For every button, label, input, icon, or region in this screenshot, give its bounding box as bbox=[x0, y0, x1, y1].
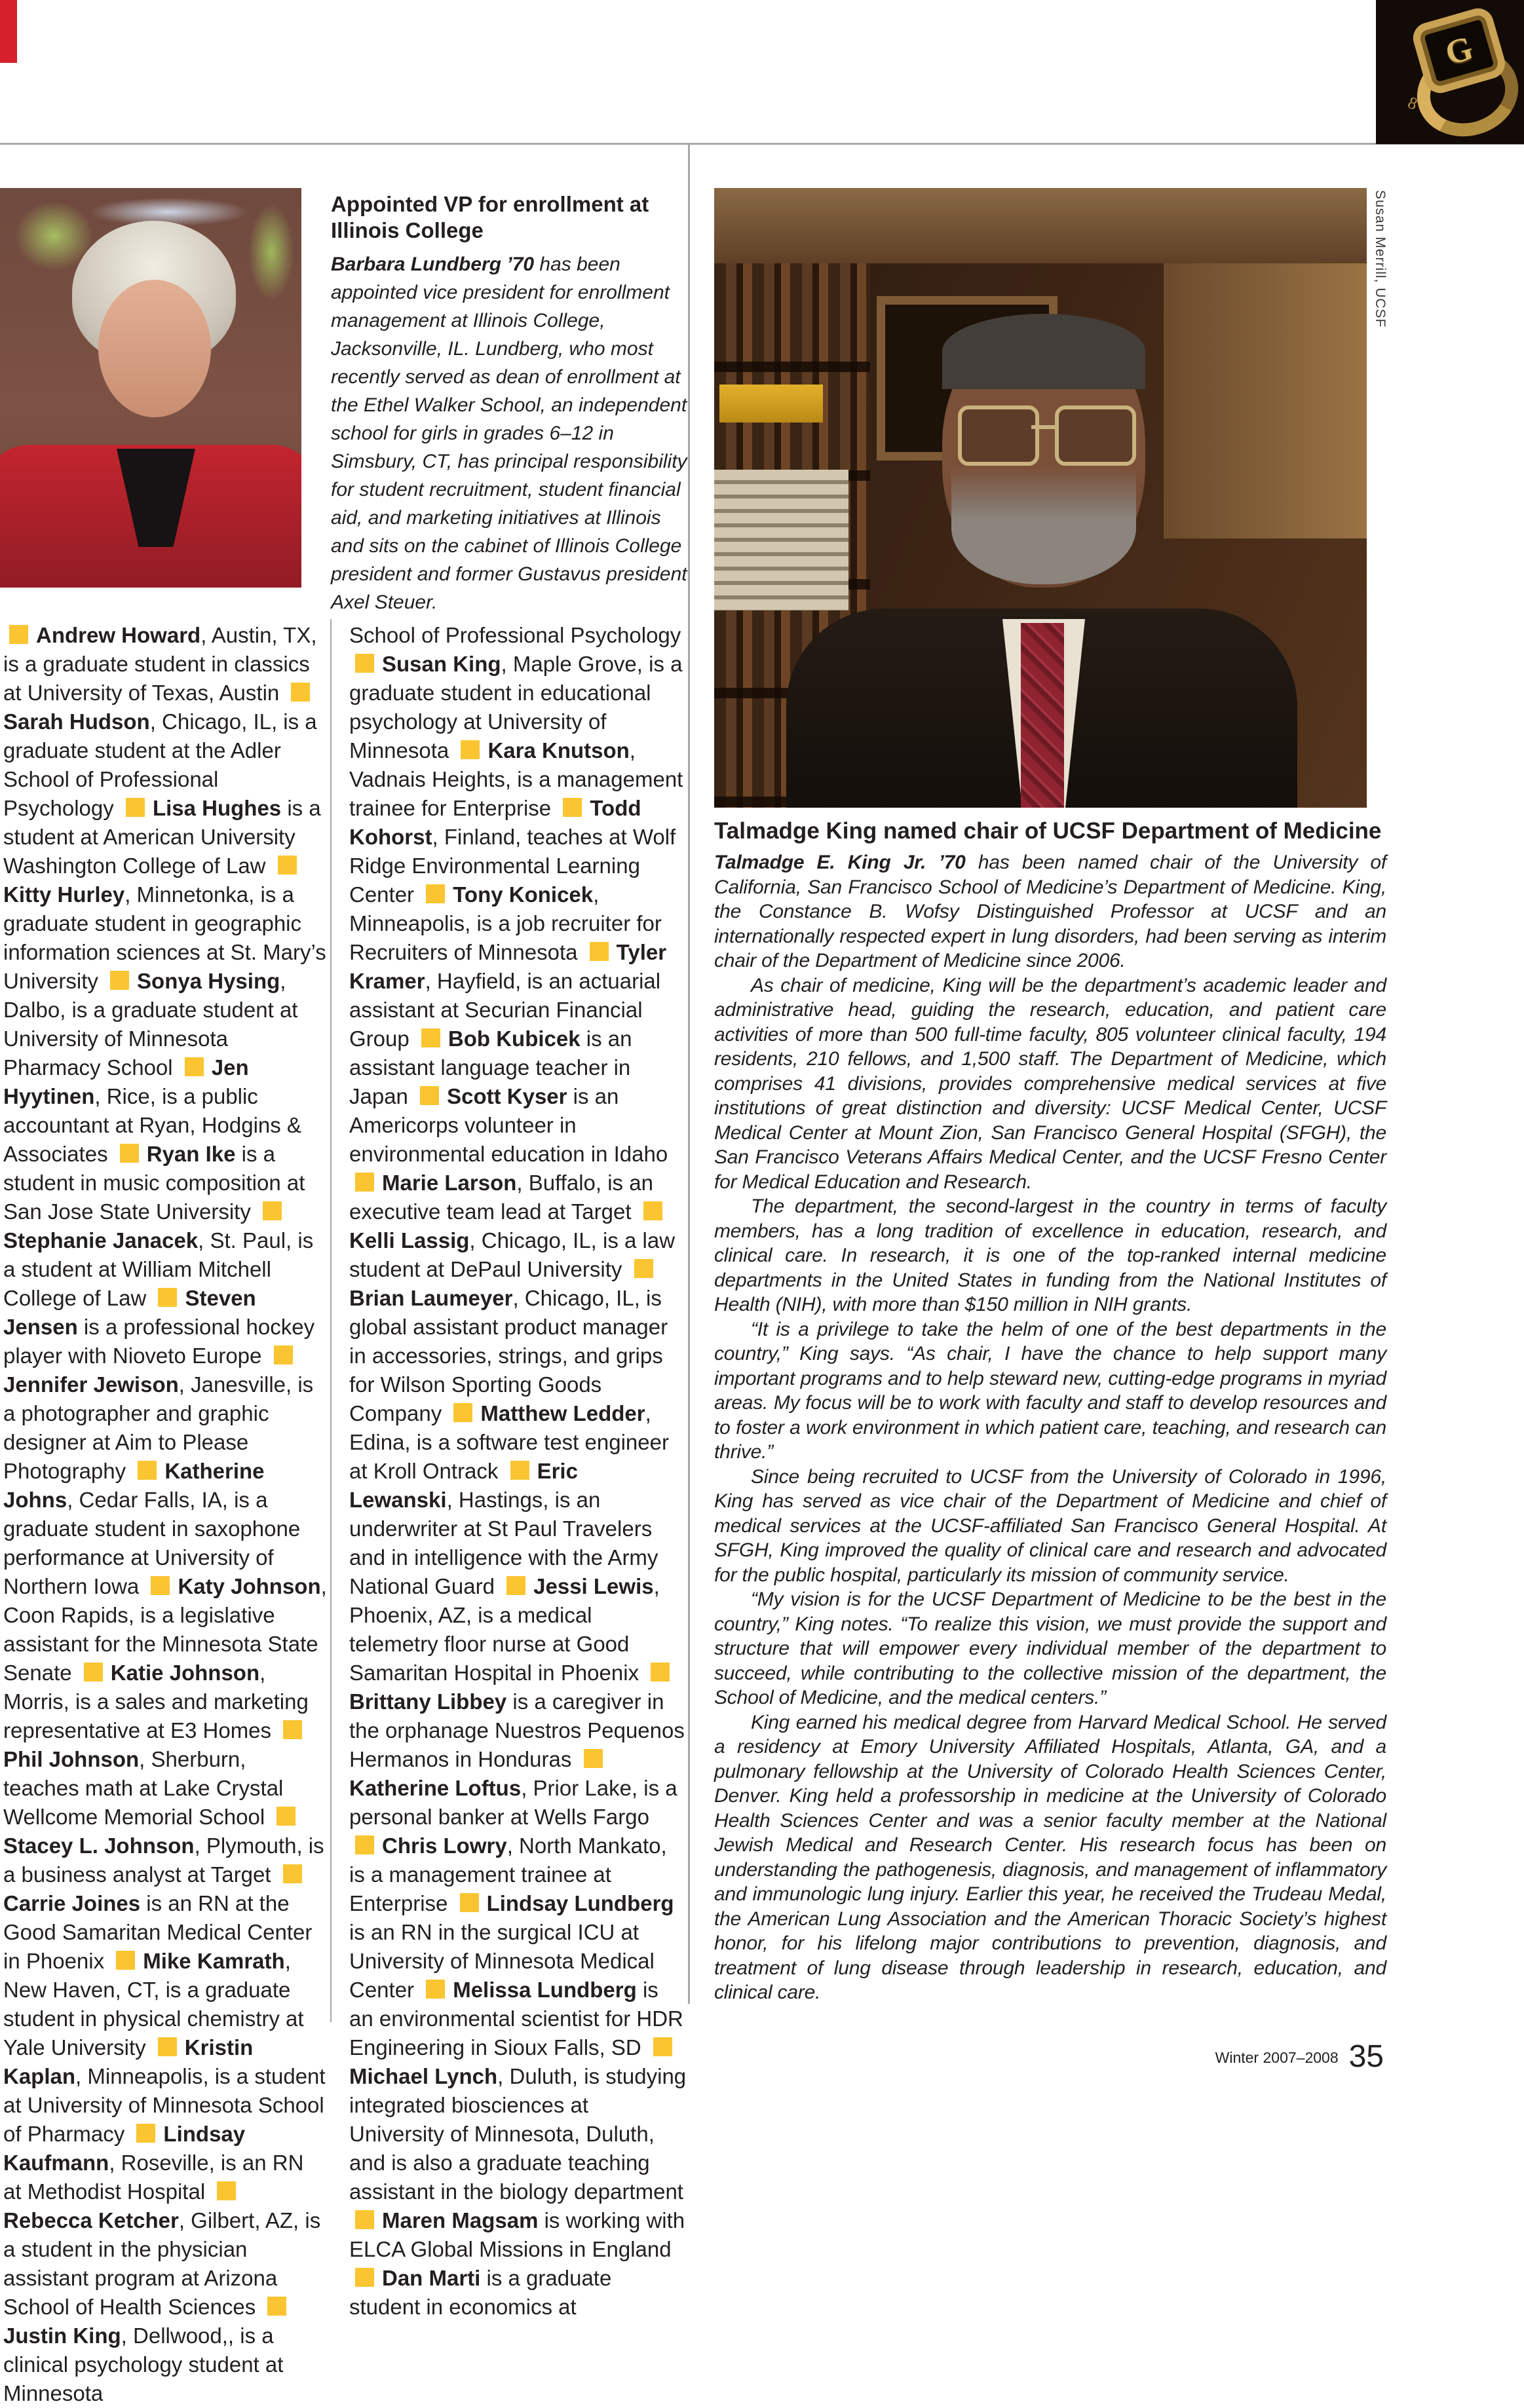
note-bullet-icon bbox=[461, 740, 480, 759]
text-run: , Minneapolis, is a job recruiter for Recruiters of Minnesota bbox=[349, 882, 662, 964]
text-run: , Vadnais Heights, is a management trainee for Enterprise bbox=[349, 738, 683, 820]
alumnus-name: Bob Kubicek bbox=[448, 1026, 581, 1051]
class-ring-box bbox=[1376, 0, 1524, 144]
alumnus-name: Michael Lynch bbox=[349, 2064, 498, 2088]
alumnus-name: Brittany Libbey bbox=[349, 1689, 507, 1714]
text-run: , Roseville, is an RN at Methodist Hospital bbox=[3, 2151, 304, 2204]
photo-wall bbox=[1164, 263, 1367, 538]
alumnus-name: Brian Laumeyer bbox=[349, 1286, 513, 1310]
note-bullet-icon bbox=[126, 798, 145, 817]
note-bullet-icon bbox=[9, 625, 28, 644]
text-run: , Hayfield, is an actuarial assistant at Securian Financial Group bbox=[349, 969, 661, 1051]
text-run: , Phoenix, AZ, is a medical telemetry floor nurse at Good Samaritan Hospital in Phoenix bbox=[349, 1574, 660, 1685]
footer-issue-label: Winter 2007–2008 bbox=[1215, 2049, 1339, 2066]
text-run: “It is a privilege to take the helm of one of the best departments in the country,” King says. “As chair, I have the chance to help support many important programs and to help steward new, cutting-edge programs in myriad areas. My focus will be to work with faculty and staff to develop resources and to foster a work environment in which patient care, teaching, and research can thrive.” bbox=[714, 1318, 1386, 1463]
note-bullet-icon bbox=[120, 1144, 139, 1163]
text-run: , North Mankato, is a management trainee at Enterprise bbox=[349, 1834, 667, 1915]
column-divider-rule bbox=[330, 619, 332, 2022]
alumnus-name: Ryan Ike bbox=[146, 1142, 236, 1166]
text-run: , Cedar Falls, IA, is a graduate student in saxophone performance at University of Northern Iowa bbox=[3, 1488, 301, 1598]
text-run: is a student at American University Washington College of Law bbox=[3, 796, 321, 878]
note-bullet-icon bbox=[158, 2037, 177, 2056]
note-bullet-icon bbox=[355, 2210, 374, 2229]
text-run: Since being recruited to UCSF from the University of Colorado in 1996, King has served as vice chair of the Department of Medicine and chief of medical services at the UCSF-affiliated San Francisco General Hospital. At SFGH, King improved the quality of clinical care and research and advocated for the public hospital, particularly its mission of community service. bbox=[714, 1465, 1386, 1586]
note-bullet-icon bbox=[151, 1576, 170, 1595]
alumnus-name: Tony Konicek bbox=[453, 882, 594, 907]
article-paragraph bbox=[714, 1194, 1386, 1317]
sidebar-article-title: Appointed VP for enrollment at Illinois College bbox=[331, 192, 649, 242]
alumnus-name: Katy Johnson bbox=[178, 1574, 321, 1598]
ring-monogram: G bbox=[1441, 29, 1477, 73]
alumnus-name: Carrie Joines bbox=[3, 1891, 141, 1915]
note-bullet-icon bbox=[116, 1951, 135, 1970]
text-run: , Hastings, is an underwriter at St Paul Travelers and in intelligence with the Army National Guard bbox=[349, 1488, 658, 1598]
text-run: , Edina, is a software test engineer at Kroll Ontrack bbox=[349, 1401, 669, 1483]
alumnus-name: Marie Larson bbox=[382, 1171, 517, 1195]
text-run: , Buffalo, is an executive team lead at Target bbox=[349, 1171, 653, 1224]
text-run: is a caregiver in the orphanage Nuestros Pequenos Hermanos in Honduras bbox=[349, 1689, 685, 1771]
note-bullet-icon bbox=[110, 971, 129, 990]
text-run: , Minnetonka, is a graduate student in geographic information sciences at St. Mary’s University bbox=[3, 882, 326, 993]
note-bullet-icon bbox=[355, 654, 374, 673]
alumnus-name: Melissa Lundberg bbox=[453, 1978, 637, 2002]
alumnus-name: Susan King bbox=[382, 652, 501, 676]
page-edge-red-tab bbox=[0, 0, 17, 63]
portrait-glasses-left-lens bbox=[958, 405, 1039, 466]
text-run: is working with ELCA Global Missions in England bbox=[349, 2208, 685, 2261]
alumnus-name: Sonya Hysing bbox=[137, 969, 280, 993]
page-footer bbox=[714, 2039, 1384, 2075]
text-run: , Gilbert, AZ, is a student in the physician assistant program at Arizona School of Health Sciences bbox=[3, 2208, 321, 2319]
alumnus-name: Matthew Ledder bbox=[480, 1401, 645, 1425]
portrait-glasses-right-lens bbox=[1055, 405, 1136, 466]
note-bullet-icon bbox=[267, 2297, 286, 2316]
portrait-face bbox=[98, 280, 211, 417]
alumnus-name: Katherine Johns bbox=[3, 1459, 265, 1512]
text-run: , Plymouth, is a business analyst at Target bbox=[3, 1834, 324, 1887]
portrait-glasses-bridge bbox=[1031, 425, 1055, 429]
alumnus-name: Jennifer Jewison bbox=[3, 1372, 179, 1397]
footer-page-number: 35 bbox=[1348, 2039, 1384, 2074]
text-run: , Sherburn, teaches math at Lake Crystal Wellcome Memorial School bbox=[3, 1747, 284, 1829]
article-paragraph bbox=[714, 850, 1386, 973]
alumnus-name: Stacey L. Johnson bbox=[3, 1834, 195, 1858]
note-bullet-icon bbox=[158, 1288, 177, 1307]
alumnus-name: Stephanie Janacek bbox=[3, 1228, 199, 1252]
class-notes-column-1 bbox=[3, 621, 327, 2408]
alumnus-name: Steven Jensen bbox=[3, 1286, 256, 1339]
alumnus-name: Justin King bbox=[3, 2323, 121, 2348]
note-bullet-icon bbox=[274, 1345, 293, 1364]
note-bullet-icon bbox=[421, 1028, 440, 1047]
sidebar-article-body bbox=[331, 250, 688, 616]
note-bullet-icon bbox=[460, 1893, 479, 1912]
text-run: , Finland, teaches at Wolf Ridge Environmental Learning Center bbox=[349, 825, 676, 907]
alumnus-name: Lindsay Kaufmann bbox=[3, 2122, 246, 2175]
class-ring-photo bbox=[1388, 6, 1518, 136]
note-bullet-icon bbox=[426, 884, 445, 903]
note-bullet-icon bbox=[355, 1173, 374, 1192]
talmadge-king-photo bbox=[714, 188, 1367, 808]
note-bullet-icon bbox=[276, 1807, 295, 1826]
note-bullet-icon bbox=[283, 1864, 302, 1883]
text-run: , Rice, is a public accountant at Ryan, Hodgins & Associates bbox=[3, 1084, 301, 1166]
alumnus-name: Lindsay Lundberg bbox=[486, 1891, 674, 1915]
class-notes-column-2 bbox=[349, 621, 687, 2322]
text-run: is an Americorps volunteer in environmental education in Idaho bbox=[349, 1084, 668, 1166]
text-run: has been named chair of the University of California, San Francisco School of Medicine’s Department of Medicine. King, the Constance B. Wofsy Distinguished Professor at UCSF and an internationally respected expert in lung disorders, had been serving as interim chair of the Department of Medicine since 2006. bbox=[714, 852, 1386, 971]
barbara-lundberg-photo bbox=[0, 188, 301, 588]
note-bullet-icon bbox=[278, 856, 297, 875]
photo-paper-stack bbox=[714, 470, 848, 611]
note-bullet-icon bbox=[263, 1201, 282, 1220]
alumnus-name: Eric Lewanski bbox=[349, 1459, 578, 1512]
note-bullet-icon bbox=[634, 1259, 653, 1278]
text-run: As chair of medicine, King will be the department’s academic leader and administrative head, guiding the research, education, and patient care activities of more than 500 full-time faculty, 805 volunteer clinical faculty, 194 residents, 210 fellows, and 1,500 staff. The Department of Medicine, which comprises 41 divisions, provides comprehensive medical services at five institutions of great distinction and diversity: UCSF Medical Center, UCSF Medical Center at Mount Zion, San Francisco General Hospital (SFGH), the San Francisco Veterans Affairs Medical Center, and the UCSF Fresno Center for Medical Education and Research. bbox=[714, 974, 1386, 1193]
article-paragraph bbox=[714, 1710, 1386, 2005]
alumnus-name: Kelli Lassig bbox=[349, 1228, 470, 1252]
text-run: is a student in music composition at San Jose State University bbox=[3, 1142, 305, 1224]
alumnus-name: Andrew Howard bbox=[36, 623, 201, 647]
text-run: , Coon Rapids, is a legislative assistant for the Minnesota State Senate bbox=[3, 1574, 327, 1685]
text-run: , Janesville, is a photographer and graphic designer at Aim to Please Photography bbox=[3, 1372, 314, 1483]
text-run: “My vision is for the UCSF Department of Medicine to be the best in the country,” King notes. “To realize this vision, we must provide the support and structure that will empower every individual member of the department to succeed, while contributing to the collective mission of the department, the School of Medicine, and the medical centers.” bbox=[714, 1589, 1386, 1708]
alumnus-name: Barbara Lundberg ’70 bbox=[331, 254, 535, 275]
note-bullet-icon bbox=[651, 1663, 670, 1682]
note-bullet-icon bbox=[420, 1086, 439, 1105]
photo-credit: Susan Merrill, UCSF bbox=[1373, 190, 1388, 328]
text-run: , Maple Grove, is a graduate student in educational psychology at University of Minnesota bbox=[349, 652, 683, 762]
note-bullet-icon bbox=[643, 1201, 662, 1220]
alumnus-name: Phil Johnson bbox=[3, 1747, 140, 1771]
text-run: , St. Paul, is a student at William Mitchell College of Law bbox=[3, 1228, 314, 1310]
alumnus-name: Talmadge E. King Jr. ’70 bbox=[714, 852, 966, 873]
text-run: , Morris, is a sales and marketing representative at E3 Homes bbox=[3, 1661, 309, 1742]
note-bullet-icon bbox=[426, 1980, 445, 1999]
text-run: , Austin, TX, is a graduate student in classics at University of Texas, Austin bbox=[3, 623, 317, 705]
text-run: The department, the second-largest in the country in terms of faculty members, has a long tradition of excellence in education, research, and clinical care. In research, it is one of the top-ranked internal medicine departments in the United States in funding from the National Institutes of Health (NIH), with more than $150 million in NIH grants. bbox=[714, 1195, 1386, 1315]
note-bullet-icon bbox=[584, 1749, 603, 1768]
article-divider-rule bbox=[688, 145, 690, 2004]
alumnus-name: Maren Magsam bbox=[382, 2208, 539, 2232]
note-bullet-icon bbox=[653, 2037, 672, 2056]
note-bullet-icon bbox=[138, 1461, 157, 1480]
alumnus-name: Kitty Hurley bbox=[3, 882, 125, 907]
top-rule bbox=[0, 143, 1524, 145]
alumnus-name: Dan Marti bbox=[382, 2266, 481, 2290]
alumnus-name: Kara Knutson bbox=[487, 738, 630, 762]
text-run: , Chicago, IL, is global assistant product manager in accessories, strings, and grips for Wilson Sporting Goods Company bbox=[349, 1286, 668, 1425]
ring-band-engraving: 8 bbox=[1405, 92, 1420, 114]
photo-yellow-book bbox=[719, 385, 823, 423]
photo-wood-panel bbox=[714, 188, 1367, 263]
sidebar-article bbox=[331, 191, 688, 616]
note-bullet-icon bbox=[590, 942, 609, 961]
note-bullet-icon bbox=[283, 1720, 302, 1739]
alumnus-name: Lisa Hughes bbox=[152, 796, 282, 820]
article-paragraph bbox=[714, 1587, 1386, 1710]
text-run: , Duluth, is studying integrated biosciences at University of Minnesota, Duluth, and is also a graduate teaching assistant in the biology department bbox=[349, 2064, 687, 2204]
alumnus-name: Rebecca Ketcher bbox=[3, 2208, 179, 2232]
alumnus-name: Tyler Kramer bbox=[349, 940, 667, 993]
note-bullet-icon bbox=[84, 1663, 103, 1682]
text-run: , Chicago, IL, is a graduate student at the Adler School of Professional Psychology bbox=[3, 709, 317, 820]
text-run: has been appointed vice president for enrollment management at Illinois College, Jacksonville, IL. Lundberg, who most recently served as dean of enrollment at the Ethel Walker School, an independent school for girls in grades 6–12 in Simsbury, CT, has principal responsibility for student recruitment, student financial aid, and marketing initiatives at Illinois and sits on the cabinet of Illinois College president and former Gustavus president Axel Steuer. bbox=[331, 254, 687, 613]
text-run: King earned his medical degree from Harvard Medical School. He served a residency at Emory University Affiliated Hospitals, Atlanta, GA, and a pulmonary fellowship at the University of Colorado Health Sciences Center, Denver. King held a professorship in medicine at the University of Colorado Health Sciences Center and was a senior faculty member at the National Jewish Medical and Research Center. His research focus has been on understanding the pathogenesis, diagnosis, and management of inflammatory and immunologic lung injury. Earlier this year, he received the Trudeau Medal, the American Lung Association and the American Thoracic Society’s highest honor, for his lifelong major contributions to prevention, diagnosis, and treatment of lung disease through leadership in research, education, and clinical care. bbox=[714, 1711, 1386, 2003]
text-run: , Dellwood,, is a clinical psychology student at Minnesota bbox=[3, 2323, 284, 2405]
text-run: is an RN at the Good Samaritan Medical Center in Phoenix bbox=[3, 1891, 313, 1973]
alumnus-name: Chris Lowry bbox=[382, 1834, 507, 1858]
portrait-hair bbox=[942, 314, 1145, 389]
alumnus-name: Katherine Loftus bbox=[349, 1776, 522, 1800]
portrait-red-tie bbox=[1021, 623, 1064, 808]
note-bullet-icon bbox=[291, 683, 310, 702]
article-paragraph bbox=[714, 1465, 1386, 1588]
alumnus-name: Jen Hyytinen bbox=[3, 1055, 249, 1108]
note-bullet-icon bbox=[355, 2268, 374, 2287]
article-paragraph bbox=[714, 973, 1386, 1195]
alumnus-name: Kristin Kaplan bbox=[3, 2035, 254, 2088]
alumnus-name: Todd Kohorst bbox=[349, 796, 641, 849]
alumnus-name: Katie Johnson bbox=[110, 1661, 260, 1685]
alumnus-name: Sarah Hudson bbox=[3, 709, 150, 734]
text-run: , Minneapolis, is a student at University of Minnesota School of Pharmacy bbox=[3, 2064, 326, 2146]
main-article-title: Talmadge King named chair of UCSF Department of Medicine bbox=[714, 818, 1382, 844]
text-run: , New Haven, CT, is a graduate student in physical chemistry at Yale University bbox=[3, 1949, 304, 2060]
alumnus-name: Jessi Lewis bbox=[533, 1574, 654, 1598]
portrait-beard bbox=[951, 466, 1136, 584]
text-run: is a professional hockey player with Nioveto Europe bbox=[3, 1315, 315, 1368]
note-bullet-icon bbox=[217, 2181, 236, 2200]
main-article bbox=[714, 818, 1386, 2005]
text-run: is a graduate student in economics at bbox=[349, 2266, 612, 2319]
note-bullet-icon bbox=[355, 1835, 374, 1854]
text-run: is an RN in the surgical ICU at University of Minnesota Medical Center bbox=[349, 1920, 655, 2002]
note-bullet-icon bbox=[563, 798, 582, 817]
note-bullet-icon bbox=[510, 1461, 529, 1480]
text-run: School of Professional Psychology bbox=[349, 623, 681, 647]
text-run: , Dalbo, is a graduate student at University of Minnesota Pharmacy School bbox=[3, 969, 298, 1080]
text-run: , Prior Lake, is a personal banker at Wells Fargo bbox=[349, 1776, 677, 1829]
text-run: , Chicago, IL, is a law student at DePaul University bbox=[349, 1228, 676, 1281]
text-run: is an environmental scientist for HDR Engineering in Sioux Falls, SD bbox=[349, 1978, 683, 2060]
note-bullet-icon bbox=[453, 1403, 472, 1422]
note-bullet-icon bbox=[185, 1057, 204, 1076]
note-bullet-icon bbox=[136, 2124, 155, 2143]
text-run: is an assistant language teacher in Japan bbox=[349, 1026, 632, 1108]
alumnus-name: Mike Kamrath bbox=[143, 1949, 285, 1973]
article-paragraph bbox=[714, 1317, 1386, 1465]
note-bullet-icon bbox=[506, 1576, 525, 1595]
main-article-body bbox=[714, 850, 1386, 2005]
alumnus-name: Scott Kyser bbox=[447, 1084, 567, 1108]
